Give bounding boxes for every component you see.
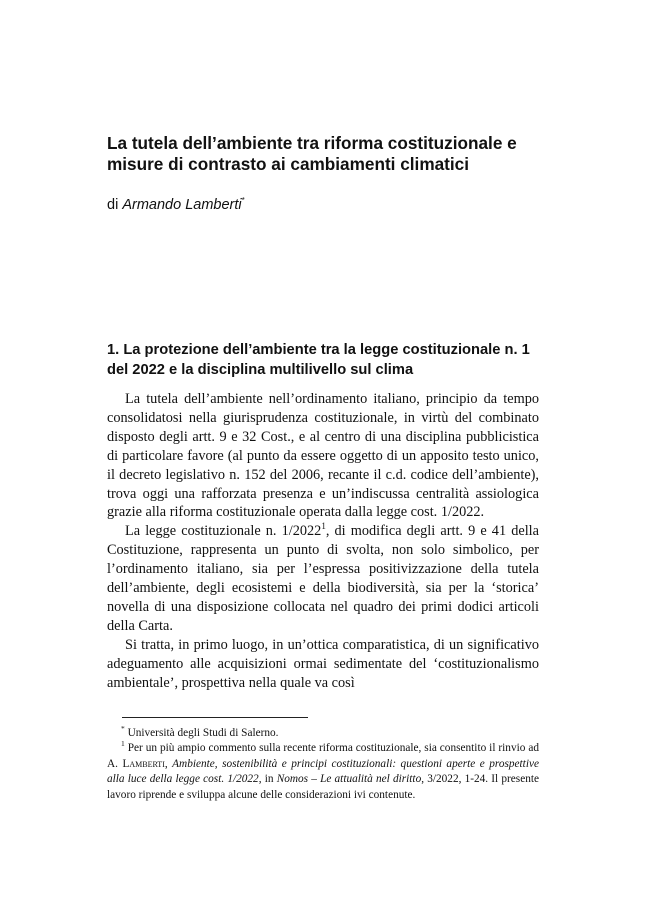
footnote-mark: * bbox=[121, 724, 125, 734]
footnote-divider bbox=[122, 717, 308, 718]
section-heading: 1. La protezione dell’ambiente tra la legge costituzionale n. 1 del 2022 e la disciplina multilivello sul clima bbox=[107, 342, 530, 378]
footnote-star bbox=[107, 726, 539, 741]
article-title: La tutela dell’ambiente tra riforma costituzionale e misure di contrasto ai cambiamenti climatici bbox=[107, 133, 517, 174]
footnote-text: , in bbox=[258, 773, 277, 786]
paragraph-text: , di modifica degli artt. 9 e 41 della Costituzione, rappresenta un punto di svolta, non solo simbolico, per l’ordinamento italiano, sia per l’espressa positivizzazione della tutela dell’ambiente, degli ecosistemi e della biodiversità, sia per la ‘storica’ novella di una disposizione collocata nel quadro dei primi dodici articoli della Carta. bbox=[107, 523, 539, 634]
paragraph: La tutela dell’ambiente nell’ordinamento italiano, principio da tempo consolidatosi nella giurisprudenza costituzionale, in virtù del combinato disposto degli artt. 9 e 32 Cost., e al centro di una disciplina pubblicistica di particolare favore (al punto da essere oggetto di un apposito testo unico, il decreto legislativo n. 152 del 2006, recante il c.d. codice dell’ambiente), trova oggi una rafforzata presenza e un’indiscussa centralità assiologica grazie alla riforma costituzionale operata dalla legge cost. 1/2022. bbox=[107, 391, 539, 521]
footnote-1 bbox=[107, 741, 539, 803]
footnotes bbox=[107, 726, 539, 803]
cited-title: Ambiente, sostenibilità e principi costituzionali: questioni aperte e prospettive alla luce della legge cost. 1/2022 bbox=[107, 757, 539, 786]
footnote-ref[interactable]: 1 bbox=[321, 521, 326, 532]
footnote-text: , 3/2022, 1-24. Il presente lavoro riprende e sviluppa alcune delle considerazioni ivi contenute. bbox=[107, 773, 540, 801]
author-line bbox=[107, 196, 245, 214]
paragraph bbox=[107, 522, 539, 635]
author-footnote-mark[interactable]: * bbox=[241, 196, 245, 206]
footnote-mark: 1 bbox=[121, 739, 125, 749]
body-text bbox=[107, 390, 539, 693]
footnote-text: Università degli Studi di Salerno. bbox=[124, 727, 279, 739]
footnote-text: , bbox=[164, 757, 173, 770]
cited-author: Lamberti bbox=[122, 757, 165, 770]
author-name: Armando Lamberti bbox=[122, 197, 242, 213]
paragraph: Si tratta, in primo luogo, in un’ottica comparatistica, di un significativo adeguamento alle acquisizioni ormai sedimentate del ‘costituzionalismo ambientale’, prospettiva nella quale va così bbox=[107, 636, 539, 691]
cited-journal: Nomos – Le attualità nel diritto bbox=[276, 773, 422, 786]
author-prefix: di bbox=[107, 197, 123, 213]
footnote-text: Per un più ampio commento sulla recente riforma costituzionale, sia consentito il rinvio ad A. bbox=[107, 742, 539, 770]
paragraph-text: La legge costituzionale n. 1/2022 bbox=[125, 523, 322, 540]
